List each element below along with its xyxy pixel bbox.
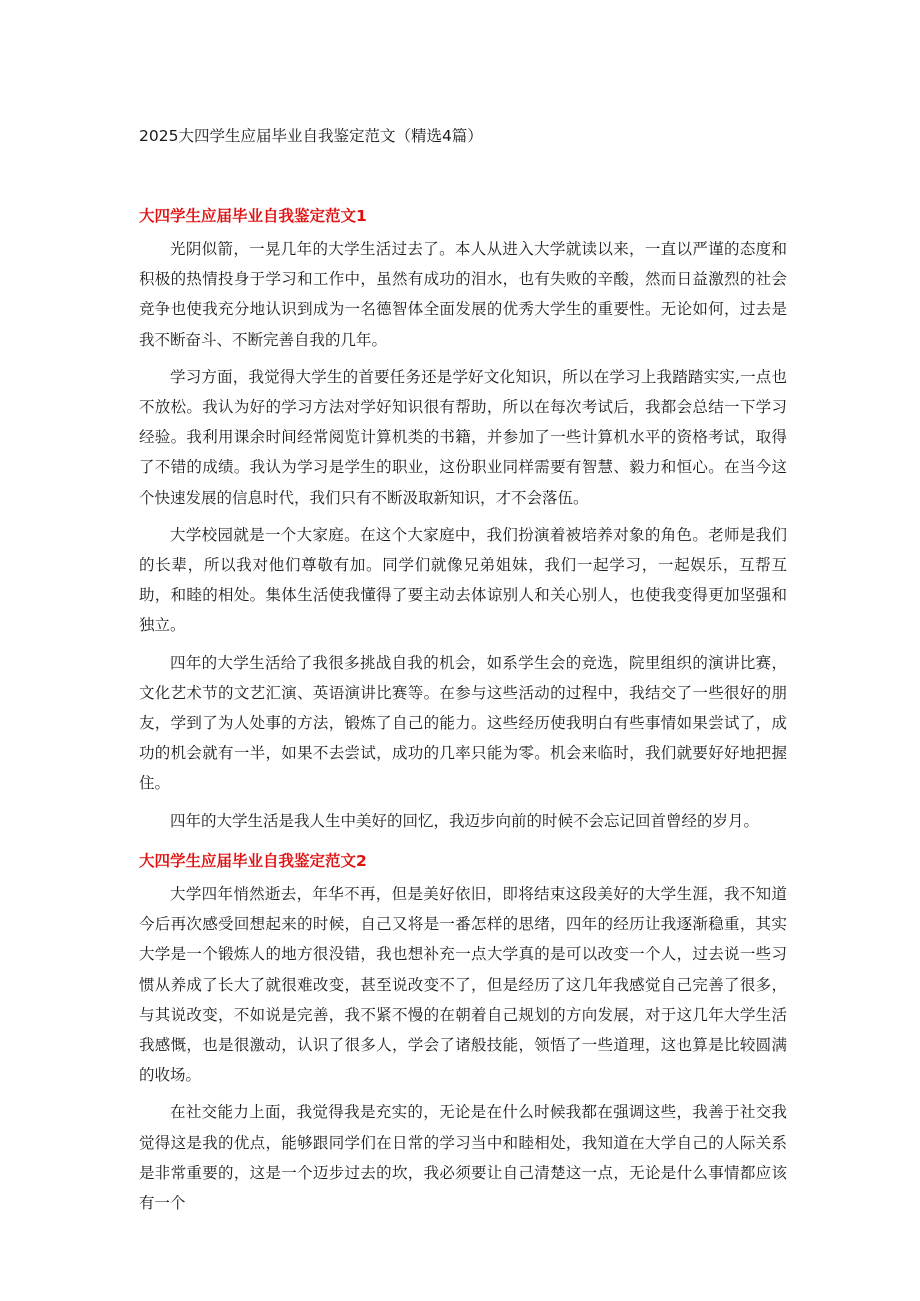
document-title: 2025大四学生应届毕业自我鉴定范文（精选4篇）: [139, 127, 483, 145]
paragraph: 在社交能力上面，我觉得我是充实的，无论是在什么时候我都在强调这些，我善于社交我觉得这是我的优点，能够跟同学们在日常的学习当中和睦相处，我知道在大学自己的人际关系是非常重要的，这是一个迈步过去的坎，我必须要让自己清楚这一点，无论是什么事情都应该有一个: [139, 1103, 787, 1213]
section-2: [139, 849, 787, 1225]
paragraph: 学习方面，我觉得大学生的首要任务还是学好文化知识，所以在学习上我踏踏实实,一点也不放松。我认为好的学习方法对学好知识很有帮助，所以在每次考试后，我都会总结一下学习经验。我利用课余时间经常阅览计算机类的书籍，并参加了一些计算机水平的资格考试，取得了不错的成绩。我认为学习是学生的职业，这份职业同样需要有智慧、毅力和恒心。在当今这个快速发展的信息时代，我们只有不断汲取新知识，才不会落伍。: [139, 367, 787, 507]
paragraph: 四年的大学生活给了我很多挑战自我的机会，如系学生会的竞选，院里组织的演讲比赛，文化艺术节的文艺汇演、英语演讲比赛等。在参与这些活动的过程中，我结交了一些很好的朋友，学到了为人处事的方法，锻炼了自己的能力。这些经历使我明白有些事情如果尝试了，成功的机会就有一半，如果不去尝试，成功的几率只能为零。机会来临时，我们就要好好地把握住。: [139, 653, 787, 793]
paragraph: 大学校园就是一个大家庭。在这个大家庭中，我们扮演着被培养对象的角色。老师是我们的长辈，所以我对他们尊敬有加。同学们就像兄弟姐妹，我们一起学习，一起娱乐，互帮互助，和睦的相处。集体生活使我懂得了要主动去体谅别人和关心别人，也使我变得更加坚强和独立。: [139, 525, 787, 635]
section-heading: 大四学生应届毕业自我鉴定范文1: [139, 207, 367, 225]
section-heading: 大四学生应届毕业自我鉴定范文2: [139, 852, 367, 870]
paragraph: 光阴似箭，一晃几年的大学生活过去了。本人从进入大学就读以来，一直以严谨的态度和积极的热情投身于学习和工作中，虽然有成功的泪水，也有失败的辛酸，然而日益激烈的社会竞争也使我充分地认识到成为一名德智体全面发展的优秀大学生的重要性。无论如何，过去是我不断奋斗、不断完善自我的几年。: [139, 240, 787, 349]
paragraph: 大学四年悄然逝去，年华不再，但是美好依旧，即将结束这段美好的大学生涯，我不知道今后再次感受回想起来的时候，自己又将是一番怎样的思绪，四年的经历让我逐渐稳重，其实大学是一个锻炼人的地方很没错，我也想补充一点大学真的是可以改变一个人，过去说一些习惯从养成了长大了就很难改变，甚至说改变不了，但是经历了这几年我感觉自己完善了很多，与其说改变，不如说是完善，我不紧不慢的在朝着自己规划的方向发展，对于这几年大学生活我感慨，也是很激动，认识了很多人，学会了诸般技能，领悟了一些道理，这也算是比较圆满的收场。: [139, 885, 787, 1085]
section-1: [139, 204, 787, 843]
paragraph: 四年的大学生活是我人生中美好的回忆，我迈步向前的时候不会忘记回首曾经的岁月。: [170, 811, 760, 830]
